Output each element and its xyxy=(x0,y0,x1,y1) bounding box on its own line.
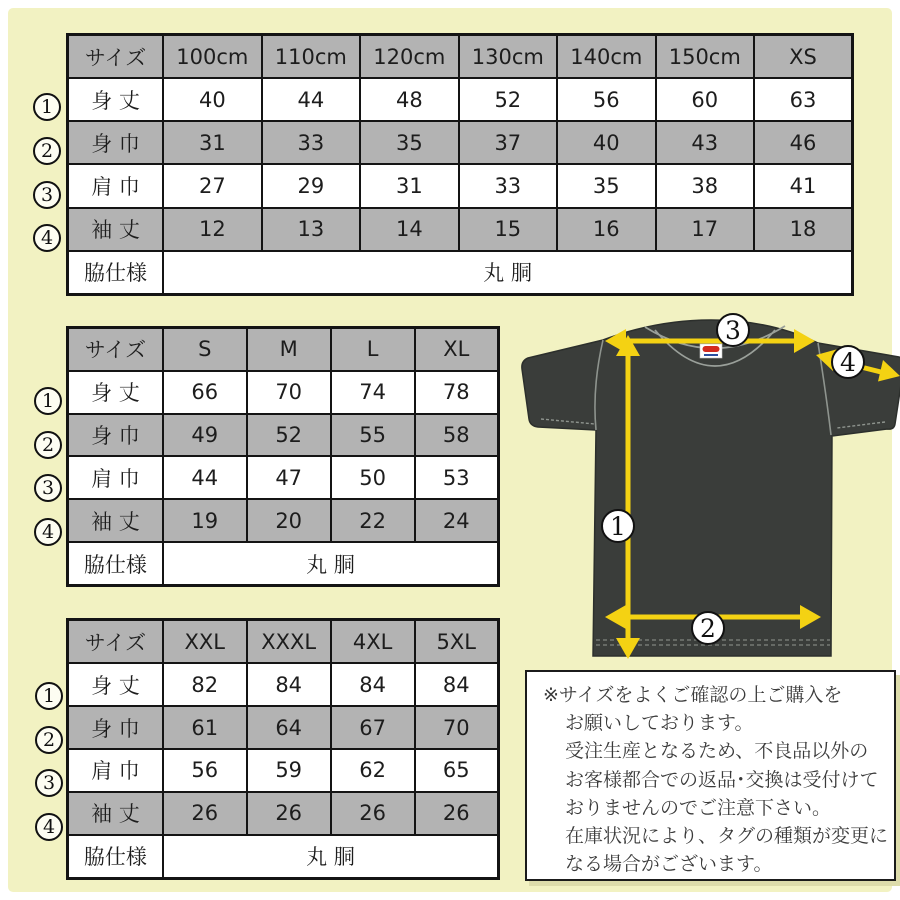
row-marker-2: 2 xyxy=(35,726,63,754)
table-row xyxy=(68,78,853,121)
column-header: XL xyxy=(415,328,499,371)
column-header: XS xyxy=(754,35,852,79)
measurement-value: 40 xyxy=(557,121,655,164)
measurement-value: 26 xyxy=(163,792,247,835)
measurement-value: 49 xyxy=(163,414,247,457)
measurement-value: 37 xyxy=(459,121,557,164)
measurement-value: 16 xyxy=(557,208,655,251)
table-row xyxy=(68,208,853,251)
measurement-value: 52 xyxy=(247,414,331,457)
measurement-value: 40 xyxy=(163,78,261,121)
column-header: 4XL xyxy=(331,620,415,664)
column-header: 5XL xyxy=(415,620,499,664)
row-marker-1: 1 xyxy=(35,682,63,710)
footer-label: 脇仕様 xyxy=(68,835,163,879)
column-header: 120cm xyxy=(360,35,458,79)
table-row xyxy=(68,121,853,164)
measurement-value: 67 xyxy=(331,706,415,749)
notice-line: お客様都合での返品･交換は受付けて xyxy=(565,768,879,791)
measurement-value: 47 xyxy=(247,456,331,499)
notice-line: 受注生産となるため、不良品以外の xyxy=(565,740,869,763)
notice-line: 在庫状況により、タグの種類が変更に xyxy=(565,825,889,848)
measurement-value: 26 xyxy=(415,792,499,835)
footer-value: 丸 胴 xyxy=(163,542,499,586)
measurement-value: 12 xyxy=(163,208,261,251)
table-row xyxy=(68,706,499,749)
column-header: XXL xyxy=(163,620,247,664)
column-header: L xyxy=(331,328,415,371)
measurement-value: 74 xyxy=(331,371,415,414)
measurement-value: 60 xyxy=(656,78,754,121)
column-header: XXXL xyxy=(247,620,331,664)
measurement-value: 56 xyxy=(163,749,247,792)
measurement-value: 84 xyxy=(415,663,499,706)
row-marker-2: 2 xyxy=(34,431,62,459)
row-label: 身 巾 xyxy=(68,706,163,749)
shirt-label-shoulder-width: 3 xyxy=(716,313,750,347)
notice-line: なる場合がございます。 xyxy=(565,853,773,876)
measurement-value: 84 xyxy=(331,663,415,706)
row-label: 身 丈 xyxy=(68,371,163,414)
row-marker-3: 3 xyxy=(35,769,63,797)
purchase-notice-box xyxy=(525,670,896,881)
footer-label: 脇仕様 xyxy=(68,251,164,295)
row-marker-2: 2 xyxy=(33,137,61,165)
notice-line: お願いしております。 xyxy=(565,712,754,735)
table-row xyxy=(68,663,499,706)
row-label: 身 巾 xyxy=(68,121,164,164)
measurement-value: 58 xyxy=(415,414,499,457)
big-size-table xyxy=(66,618,500,880)
measurement-value: 56 xyxy=(557,78,655,121)
table-row xyxy=(68,371,499,414)
row-marker-1: 1 xyxy=(34,387,62,415)
measurement-value: 17 xyxy=(656,208,754,251)
column-header: M xyxy=(247,328,331,371)
footer-value: 丸 胴 xyxy=(163,835,499,879)
measurement-value: 62 xyxy=(331,749,415,792)
row-marker-4: 4 xyxy=(34,518,62,546)
table-row xyxy=(68,749,499,792)
measurement-value: 61 xyxy=(163,706,247,749)
column-header: 140cm xyxy=(557,35,655,79)
column-header: S xyxy=(163,328,247,371)
measurement-value: 26 xyxy=(331,792,415,835)
measurement-value: 38 xyxy=(656,164,754,207)
column-header: 150cm xyxy=(656,35,754,79)
footer-value: 丸 胴 xyxy=(163,251,852,295)
measurement-value: 41 xyxy=(754,164,852,207)
row-label: 袖 丈 xyxy=(68,792,163,835)
measurement-value: 13 xyxy=(262,208,360,251)
measurement-value: 70 xyxy=(247,371,331,414)
row-label: 袖 丈 xyxy=(68,208,164,251)
column-header: サイズ xyxy=(68,35,164,79)
table-row xyxy=(68,164,853,207)
measurement-value: 52 xyxy=(459,78,557,121)
row-label: 肩 巾 xyxy=(68,749,163,792)
row-label: 肩 巾 xyxy=(68,164,164,207)
row-label: 肩 巾 xyxy=(68,456,163,499)
measurement-value: 22 xyxy=(331,499,415,542)
column-header: 130cm xyxy=(459,35,557,79)
adult-size-table xyxy=(66,326,500,587)
notice-line: おりませんのでご注意下さい。 xyxy=(565,796,832,819)
row-marker-4: 4 xyxy=(35,813,63,841)
measurement-value: 27 xyxy=(163,164,261,207)
measurement-value: 35 xyxy=(360,121,458,164)
row-marker-3: 3 xyxy=(33,181,61,209)
table-row xyxy=(68,792,499,835)
kids-size-table xyxy=(66,33,854,296)
shirt-label-body-length: 1 xyxy=(601,509,635,543)
row-marker-1: 1 xyxy=(33,93,61,121)
measurement-value: 66 xyxy=(163,371,247,414)
measurement-value: 55 xyxy=(331,414,415,457)
column-header: サイズ xyxy=(68,328,163,371)
column-header: 100cm xyxy=(163,35,261,79)
column-header: サイズ xyxy=(68,620,163,664)
measurement-value: 33 xyxy=(262,121,360,164)
measurement-value: 44 xyxy=(163,456,247,499)
measurement-value: 26 xyxy=(247,792,331,835)
row-label: 身 巾 xyxy=(68,414,163,457)
measurement-value: 35 xyxy=(557,164,655,207)
measurement-value: 78 xyxy=(415,371,499,414)
measurement-value: 20 xyxy=(247,499,331,542)
row-label: 袖 丈 xyxy=(68,499,163,542)
measurement-value: 43 xyxy=(656,121,754,164)
shirt-label-sleeve-length: 4 xyxy=(831,345,865,379)
measurement-value: 63 xyxy=(754,78,852,121)
measurement-value: 65 xyxy=(415,749,499,792)
kids-size-table xyxy=(66,33,854,296)
measurement-value: 53 xyxy=(415,456,499,499)
measurement-value: 19 xyxy=(163,499,247,542)
measurement-value: 59 xyxy=(247,749,331,792)
big-size-table xyxy=(66,618,500,880)
measurement-value: 48 xyxy=(360,78,458,121)
brand-tag xyxy=(700,344,722,358)
measurement-value: 33 xyxy=(459,164,557,207)
table-row xyxy=(68,456,499,499)
measurement-value: 24 xyxy=(415,499,499,542)
footer-label: 脇仕様 xyxy=(68,542,163,586)
measurement-value: 84 xyxy=(247,663,331,706)
table-row xyxy=(68,499,499,542)
measurement-value: 82 xyxy=(163,663,247,706)
row-label: 身 丈 xyxy=(68,78,164,121)
measurement-value: 70 xyxy=(415,706,499,749)
page-background xyxy=(8,8,892,892)
table-row xyxy=(68,414,499,457)
notice-line: ※サイズをよくご確認の上ご購入を xyxy=(543,684,843,706)
column-header: 110cm xyxy=(262,35,360,79)
measurement-value: 18 xyxy=(754,208,852,251)
measurement-value: 50 xyxy=(331,456,415,499)
measurement-value: 31 xyxy=(163,121,261,164)
measurement-value: 14 xyxy=(360,208,458,251)
measurement-value: 31 xyxy=(360,164,458,207)
measurement-value: 64 xyxy=(247,706,331,749)
measurement-value: 29 xyxy=(262,164,360,207)
row-marker-3: 3 xyxy=(34,474,62,502)
row-label: 身 丈 xyxy=(68,663,163,706)
measurement-value: 44 xyxy=(262,78,360,121)
measurement-value: 15 xyxy=(459,208,557,251)
measurement-value: 46 xyxy=(754,121,852,164)
shirt-label-body-width: 2 xyxy=(691,611,725,645)
row-marker-4: 4 xyxy=(33,224,61,252)
adult-size-table xyxy=(66,326,500,587)
